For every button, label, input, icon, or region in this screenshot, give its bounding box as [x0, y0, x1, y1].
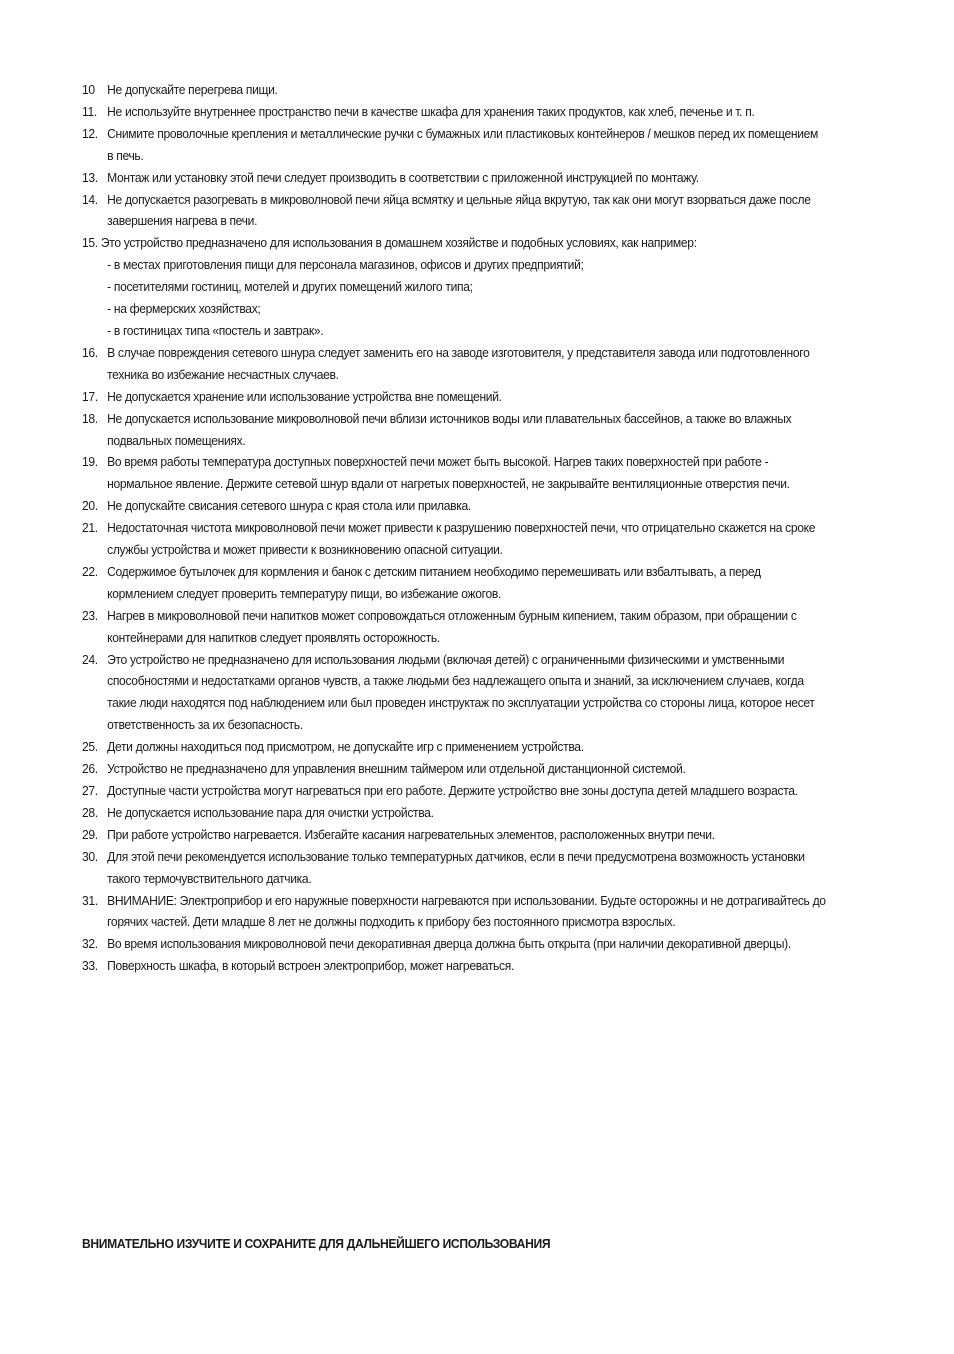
list-item — [82, 167, 826, 189]
item-text: Поверхность шкафа, в который встроен электроприбор, может нагреваться. — [107, 958, 514, 974]
item-text: Это устройство не предназначено для использования людьми (включая детей) с ограниченными физическими и умственными способностями и недостатками органов чувств, а также людьми без надлежащего опыта и знаний, за исключением случаев, когда такие люди находятся под наблюдением или был проведен инструктаж по эксплуатации устройства со стороны лица, которое несет ответственность за их безопасность. — [107, 651, 815, 733]
item-number: 30. — [82, 848, 98, 864]
item-number: 12. — [82, 125, 98, 141]
item-text: Не допускается хранение или использование устройства вне помещений. — [107, 388, 502, 404]
item-number: 19. — [82, 454, 98, 470]
item-text: В случае повреждения сетевого шнура следует заменить его на заводе изготовителя, у представителя завода или подготовленного техника во избежание несчастных случаев. — [107, 344, 810, 382]
item-number: 27. — [82, 783, 98, 798]
list-item — [82, 824, 826, 846]
list-item — [82, 386, 826, 408]
item-text: Не используйте внутреннее пространство печи в качестве шкафа для хранения таких продуктов, как хлеб, печенье и т. п. — [107, 103, 755, 119]
item-text: Дети должны находиться под присмотром, не допускайте игр с применением устройства. — [107, 739, 584, 755]
item-number: 28. — [82, 804, 98, 820]
item-text: Доступные части устройства могут нагреваться при его работе. Держите устройство вне зоны доступа детей младшего возраста. — [107, 783, 798, 798]
item-text: Для этой печи рекомендуется использование только температурных датчиков, если в печи предусмотрена возможность установки такого термочувствительного датчика. — [107, 848, 805, 886]
item-number: 32. — [82, 936, 98, 952]
item-text: Не допускается разогревать в микроволновой печи яйца всмятку и цельные яйца вкрутую, так как они могут взорваться даже после завершения нагрева в печи. — [107, 191, 811, 229]
item-number: 22. — [82, 563, 98, 579]
item-number: 16. — [82, 344, 98, 360]
item-number: 31. — [82, 892, 98, 908]
list-item — [82, 123, 826, 167]
list-item — [82, 890, 826, 934]
item-number: 24. — [82, 651, 98, 667]
safety-instructions-list — [82, 79, 826, 977]
list-item — [82, 649, 826, 737]
item-text: Не допускается использование микроволновой печи вблизи источников воды или плавательных бассейнов, а также во влажных подвальных помещениях. — [107, 410, 792, 448]
list-item — [82, 79, 826, 101]
sub-item: - на фермерских хозяйствах; — [107, 301, 261, 317]
item-number: 25. — [82, 739, 98, 755]
item-number: 18. — [82, 410, 98, 426]
item-text: Не допускайте перегрева пищи. — [107, 82, 278, 97]
item-number: 29. — [82, 826, 98, 842]
list-item — [82, 802, 826, 824]
sub-item: - в местах приготовления пищи для персонала магазинов, офисов и других предприятий; — [107, 257, 584, 273]
list-item — [82, 408, 826, 452]
item-number: 26. — [82, 761, 98, 777]
item-number: 21. — [82, 520, 98, 536]
sub-item: - в гостиницах типа «постель и завтрак». — [107, 322, 324, 338]
list-item — [82, 955, 826, 977]
list-item — [82, 495, 826, 517]
item-text: Не допускается использование пара для очистки устройства. — [107, 804, 434, 820]
list-item — [82, 933, 826, 955]
list-item — [82, 342, 826, 386]
item-number: 13. — [82, 169, 98, 185]
list-item — [82, 232, 826, 342]
item-number: 11. — [82, 103, 97, 119]
item-number: 33. — [82, 958, 98, 974]
item-text: Не допускайте свисания сетевого шнура с края стола или прилавка. — [107, 498, 471, 514]
list-item — [82, 780, 826, 802]
item-text: Недостаточная чистота микроволновой печи может привести к разрушению поверхностей печи, что отрицательно скажется на сроке службы устройства и может привести к возникновению опасной ситуации. — [107, 520, 816, 558]
sub-item: - посетителями гостиниц, мотелей и других помещений жилого типа; — [107, 279, 473, 295]
item-text: ВНИМАНИЕ: Электроприбор и его наружные поверхности нагреваются при использовании. Будьте осторожны и не дотрагивайтесь до горячих частей. Дети младше 8 лет не должны подходить к прибору без постоянного присмотра взрослых. — [107, 892, 826, 930]
item-number: 15. — [82, 235, 98, 251]
item-number: 20. — [82, 498, 98, 514]
item-text: Снимите проволочные крепления и металлические ручки с бумажных или пластиковых контейнеров / мешков перед их помещением в печь. — [107, 125, 819, 163]
item-text: Во время использования микроволновой печи декоративная дверца должна быть открыта (при наличии декоративной дверцы). — [107, 936, 791, 952]
item-number: 14. — [82, 191, 98, 207]
item-text: Устройство не предназначено для управления внешним таймером или отдельной дистанционной системой. — [107, 761, 686, 777]
item-text: Монтаж или установку этой печи следует производить в соответствии с приложенной инструкцией по монтажу. — [107, 169, 699, 185]
footer-notice: ВНИМАТЕЛЬНО ИЗУЧИТЕ И СОХРАНИТЕ ДЛЯ ДАЛЬНЕЙШЕГО ИСПОЛЬЗОВАНИЯ — [82, 1236, 551, 1251]
list-item — [82, 846, 826, 890]
list-item — [82, 758, 826, 780]
item-text: При работе устройство нагревается. Избегайте касания нагревательных элементов, расположенных внутри печи. — [107, 826, 715, 842]
list-item — [82, 736, 826, 758]
item-number: 23. — [82, 607, 98, 623]
item-number: 17. — [82, 388, 98, 404]
item-text: Содержимое бутылочек для кормления и банок с детским питанием необходимо перемешивать или взбалтывать, а перед кормлением следует проверить температуру пищи, во избежание ожогов. — [107, 563, 761, 601]
list-item — [82, 605, 826, 649]
list-item — [82, 101, 826, 123]
item-text: Нагрев в микроволновой печи напитков может сопровождаться отложенным бурным кипением, таким образом, при обращении с контейнерами для напитков следует проявлять осторожность. — [107, 607, 797, 645]
list-item — [82, 517, 826, 561]
item-number: 10 — [82, 82, 95, 97]
list-item — [82, 189, 826, 233]
list-item — [82, 451, 826, 495]
item-text: Это устройство предназначено для использования в домашнем хозяйстве и подобных условиях, как например: — [100, 235, 697, 251]
item-text: Во время работы температура доступных поверхностей печи может быть высокой. Нагрев таких поверхностей при работе - нормальное явление. Держите сетевой шнур вдали от нагретых поверхностей, не закрывайте вентиляционные отверстия печи. — [107, 454, 790, 492]
list-item — [82, 561, 826, 605]
